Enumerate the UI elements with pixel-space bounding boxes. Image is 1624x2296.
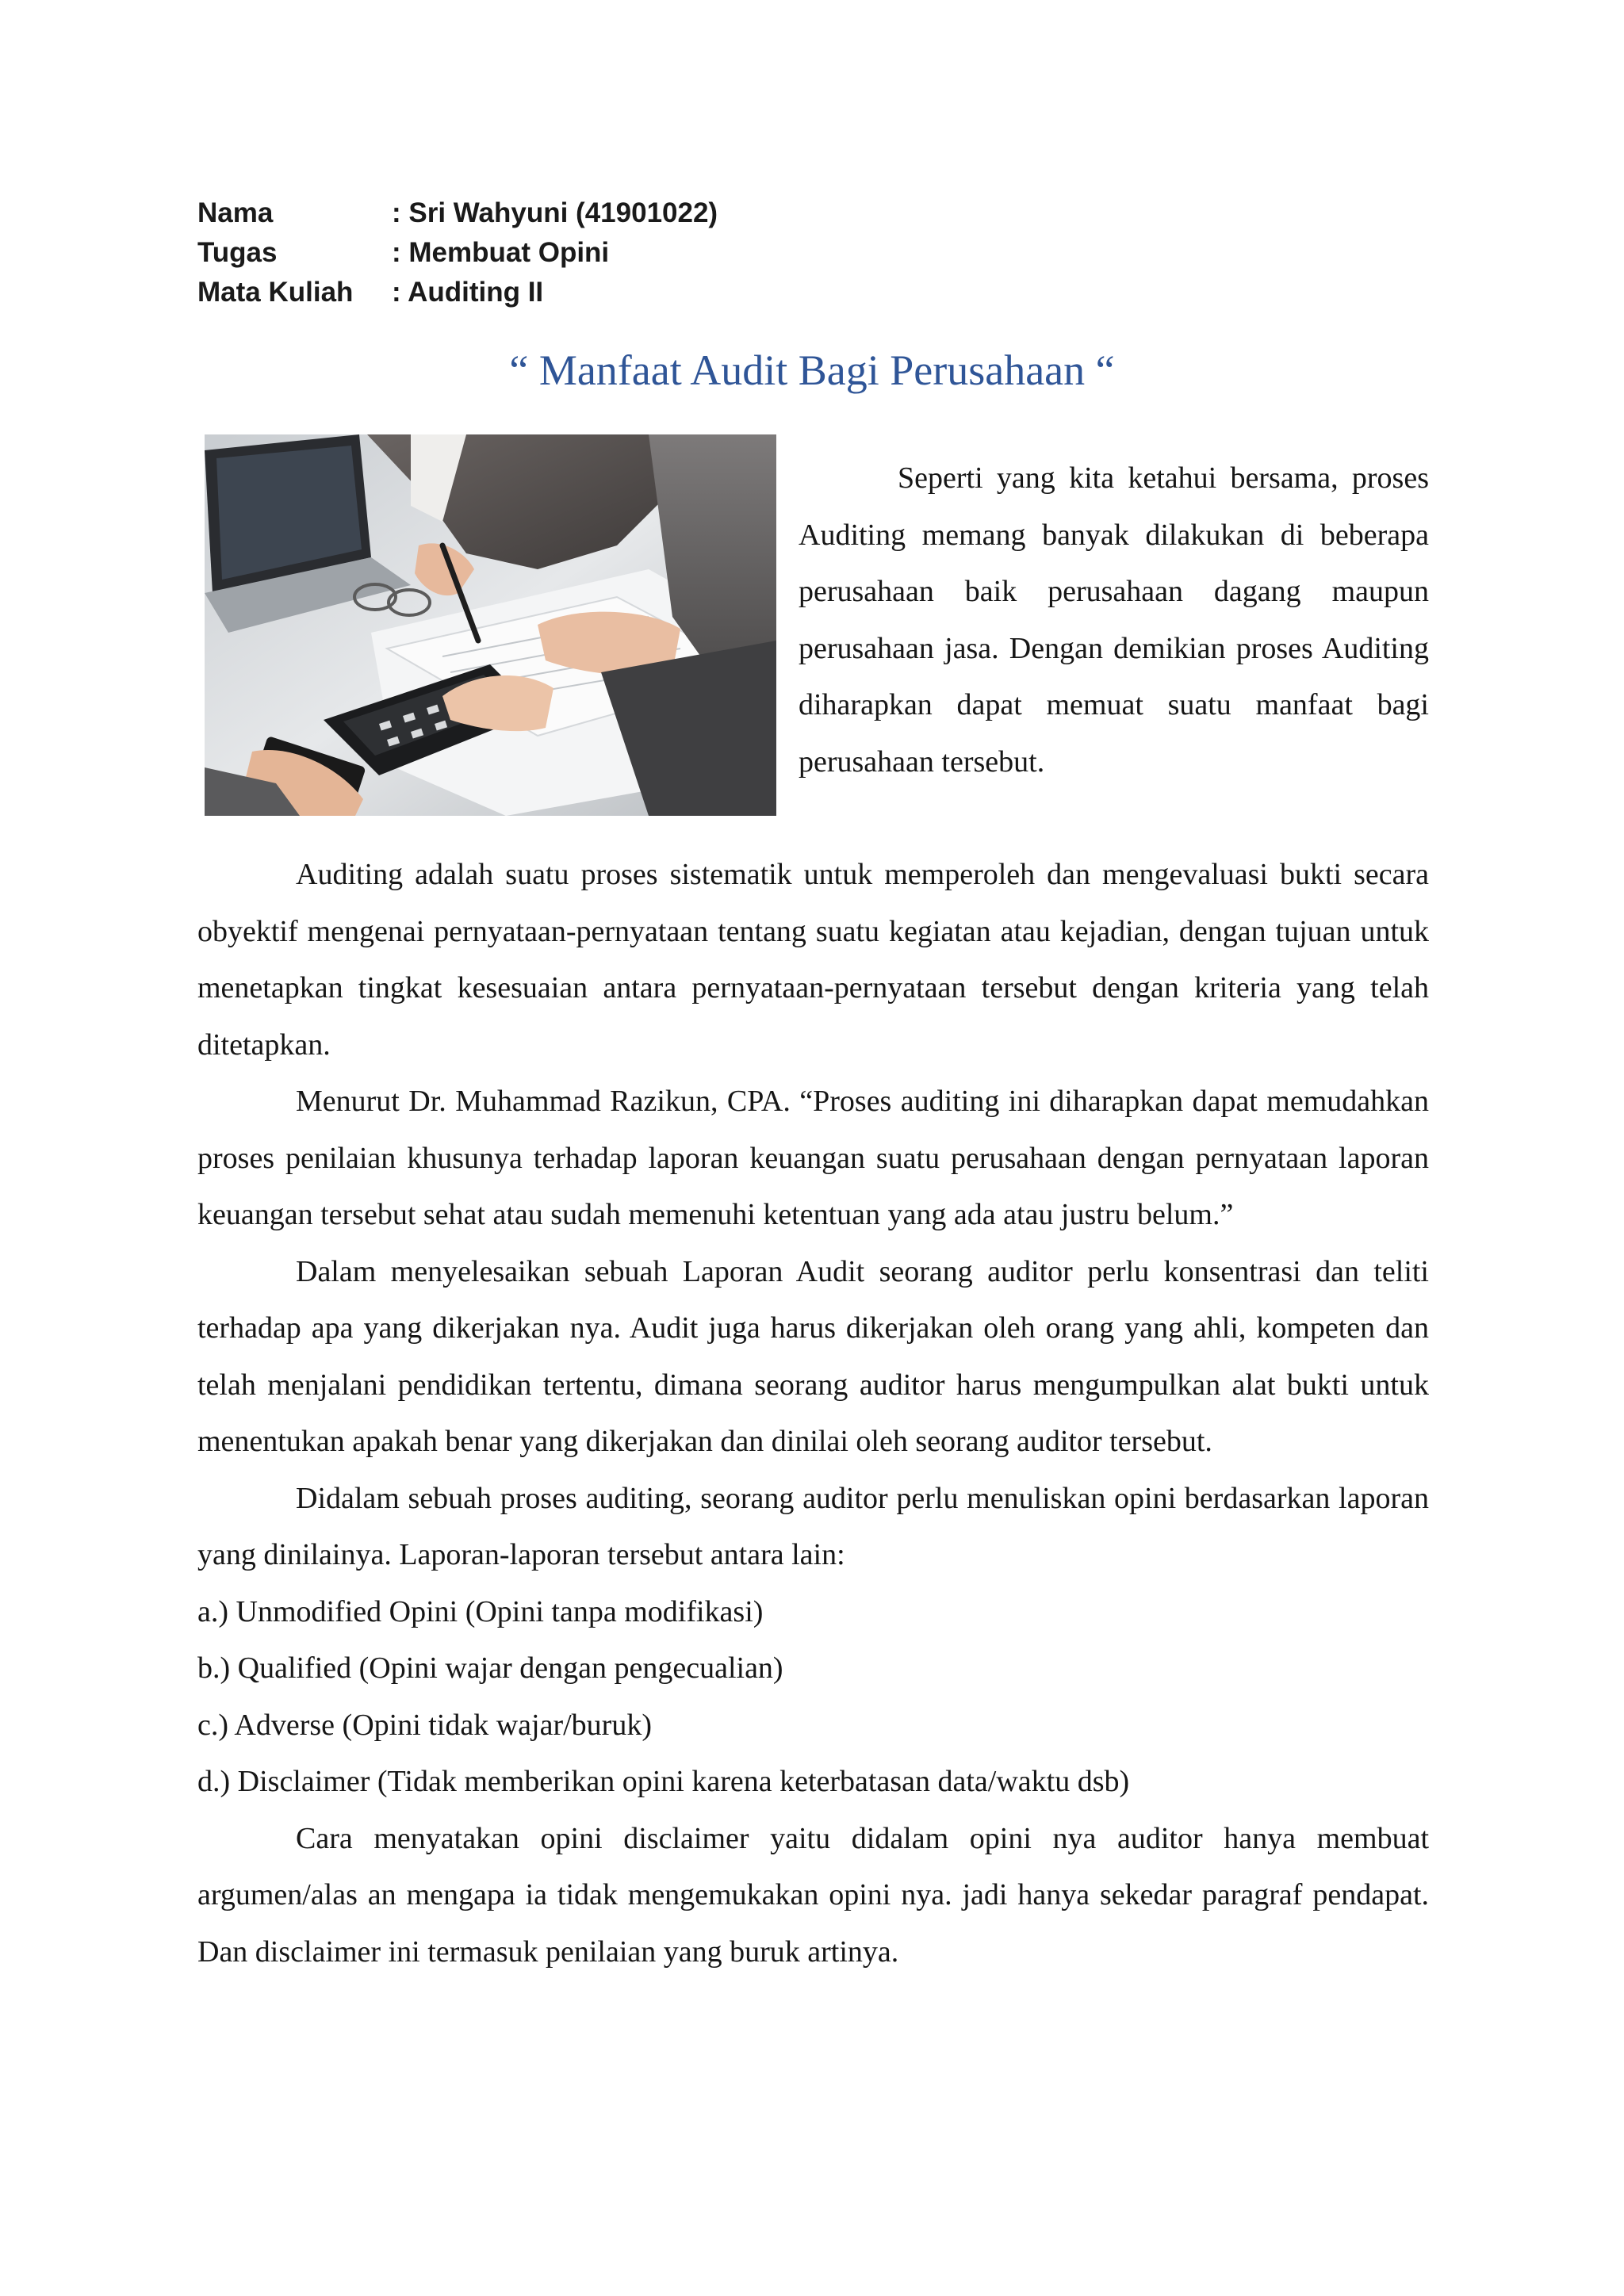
info-row-course — [197, 273, 718, 312]
info-label: Mata Kuliah — [197, 277, 354, 308]
intro-paragraph — [799, 450, 1429, 790]
paragraph-opinion-intro: Didalam sebuah proses auditing, seorang auditor perlu menuliskan opini berdasarkan laporan yang dinilainya. Laporan-laporan tersebut antara lain: — [197, 1481, 1429, 1571]
student-info — [197, 193, 718, 312]
paragraph-definition: Auditing adalah suatu proses sistematik untuk memperoleh dan mengevaluasi bukti secara obyektif mengenai pernyataan-pernyataan tentang suatu kegiatan atau kejadian, dengan tujuan untuk menetapkan tingkat kesesuaian antara pernyataan-pernyataan tersebut dengan kriteria yang telah ditetapkan. — [197, 858, 1429, 1062]
audit-photo — [205, 434, 776, 816]
body-text — [197, 847, 1429, 1980]
info-label: Nama — [197, 197, 274, 228]
list-item: b.) Qualified (Opini wajar dengan pengecualian) — [197, 1651, 783, 1685]
list-item: c.) Adverse (Opini tidak wajar/buruk) — [197, 1708, 652, 1742]
intro-text: Seperti yang kita ketahui bersama, proses Auditing memang banyak dilakukan di beberapa perusahaan baik perusahaan dagang maupun perusahaan jasa. Dengan demikian proses Auditing diharapkan dapat memuat suatu manfaat bagi perusahaan tersebut. — [799, 461, 1429, 779]
info-value: : Auditing II — [392, 277, 544, 308]
paragraph-auditor: Dalam menyelesaikan sebuah Laporan Audit seorang auditor perlu konsentrasi dan teliti terhadap apa yang dikerjakan nya. Audit juga harus dikerjakan oleh orang yang ahli, kompeten dan telah menjalani pendidikan tertentu, dimana seorang auditor harus mengumpulkan alat bukti untuk menentukan apakah benar yang dikerjakan dan dinilai oleh seorang auditor tersebut. — [197, 1254, 1429, 1458]
info-value: : Membuat Opini — [392, 237, 610, 268]
list-item: a.) Unmodified Opini (Opini tanpa modifikasi) — [197, 1594, 764, 1628]
document-title: “ Manfaat Audit Bagi Perusahaan “ — [509, 346, 1115, 394]
info-row-task — [197, 233, 718, 273]
paragraph-quote: Menurut Dr. Muhammad Razikun, CPA. “Proses auditing ini diharapkan dapat memudahkan proses penilaian khusunya terhadap laporan keuangan suatu perusahaan dengan pernyataan laporan keuangan tersebut sehat atau sudah memenuhi ketentuan yang ada atau justru belum.” — [197, 1085, 1429, 1231]
info-value: : Sri Wahyuni (41901022) — [392, 197, 718, 228]
paragraph-closing: Cara menyatakan opini disclaimer yaitu didalam opini nya auditor hanya membuat argumen/alas an mengapa ia tidak mengemukakan opini nya. jadi hanya sekedar paragraf pendapat. Dan disclaimer ini termasuk penilaian yang buruk artinya. — [197, 1821, 1429, 1969]
list-item: d.) Disclaimer (Tidak memberikan opini karena keterbatasan data/waktu dsb) — [197, 1765, 1130, 1798]
info-row-name — [197, 193, 718, 233]
info-label: Tugas — [197, 237, 278, 268]
